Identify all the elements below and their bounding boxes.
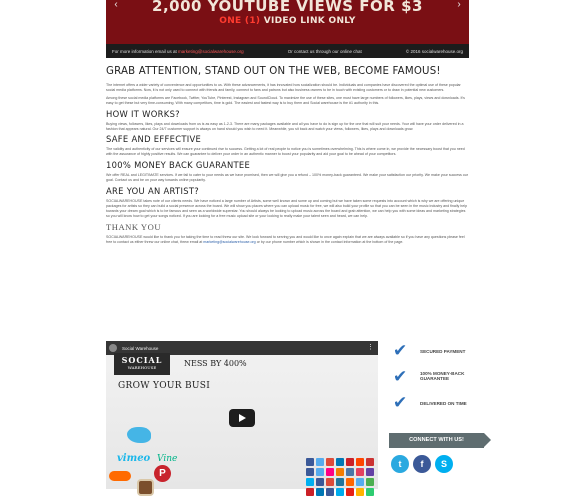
share-icon[interactable] — [326, 478, 334, 486]
share-icon[interactable] — [316, 458, 324, 466]
share-icon[interactable] — [336, 478, 344, 486]
safe-effective-heading: SAFE AND EFFECTIVE — [106, 134, 202, 145]
share-icon[interactable] — [366, 458, 374, 466]
channel-avatar[interactable] — [109, 344, 117, 352]
banner-subtitle-highlight: ONE (1) — [219, 16, 261, 26]
intro-paragraph-1: The internet offers a wider variety of convenience and opportunities to us. With these advancements, it has innovated how socialization should be. Individuals and companies have discovered the optimal use of these popular social media platforms. Now, it is not only used to connect with friends and family, connect to fans and patrons but also business owners to be in touch with existing customers or to draw in potential new customers. — [106, 83, 461, 92]
how-it-works-heading: HOW IT WORKS? — [106, 108, 180, 119]
share-icon[interactable] — [366, 468, 374, 476]
share-icon[interactable] — [306, 478, 314, 486]
checkmark-icon: ✔ — [393, 393, 408, 412]
share-icon[interactable] — [356, 488, 364, 496]
share-icon[interactable] — [346, 458, 354, 466]
connect-icons — [391, 455, 471, 475]
facebook-icon[interactable]: f — [413, 455, 431, 473]
video-arc-text: NESS BY 400% — [184, 359, 247, 368]
video-grow-text: GROW YOUR BUSI — [118, 381, 211, 391]
twitter-bird-icon — [127, 427, 151, 443]
thank-you-email-link[interactable]: marketing@socialwarehouse.org — [203, 239, 256, 244]
checkmark-icon: ✔ — [393, 367, 408, 386]
share-icon[interactable] — [326, 488, 334, 496]
twitter-icon[interactable]: t — [391, 455, 409, 473]
guarantee-list — [390, 341, 480, 419]
checkmark-icon: ✔ — [393, 341, 408, 360]
share-icon[interactable] — [316, 478, 324, 486]
thank-you-text: SOCIALWAREHOUSE would like to thank you for taking the time to read threw our site. We look forward to serving you and would like to once again explain that we are always available so if you have any questions please feel free to contact us either threw our online chat, threw email at — [106, 234, 465, 244]
share-icon[interactable] — [306, 488, 314, 496]
vimeo-logo: vimeo — [117, 453, 151, 464]
share-icon[interactable] — [326, 468, 334, 476]
play-button[interactable] — [229, 409, 255, 427]
thank-you-heading: THANK YOU — [106, 221, 162, 232]
vine-logo: Vine — [157, 454, 178, 464]
share-icon[interactable] — [326, 458, 334, 466]
share-icon[interactable] — [346, 478, 354, 486]
share-icon[interactable] — [366, 478, 374, 486]
pinterest-icon: P — [154, 465, 171, 482]
banner-info-text: For more information email us at — [112, 48, 177, 54]
banner-subtitle-rest: VIDEO LINK ONLY — [263, 16, 356, 26]
share-icon[interactable] — [316, 468, 324, 476]
page-headline: GRAB ATTENTION, STAND OUT ON THE WEB, BECOME FAMOUS! — [106, 66, 441, 77]
share-icon[interactable] — [336, 488, 344, 496]
guarantee-item — [390, 341, 480, 367]
banner-title: 2,000 YOUTUBE VIEWS FOR $3 — [152, 0, 423, 15]
more-options-icon[interactable]: ⋮ — [367, 344, 374, 351]
banner-info-strip — [106, 44, 469, 58]
logo-text: SOCIAL — [121, 355, 163, 365]
guarantee-item — [390, 393, 480, 419]
share-icon[interactable] — [306, 468, 314, 476]
guarantee-item — [390, 367, 480, 393]
chevron-left-icon[interactable]: ‹ — [114, 0, 118, 10]
share-icon-grid — [306, 458, 376, 496]
connect-with-us-banner: CONNECT WITH US! — [389, 433, 484, 448]
share-icon[interactable] — [356, 458, 364, 466]
intro-paragraph-2: Among these social media platforms are Facebook, Twitter, YouTube, Pinterest, Instagram and SoundCloud. To maximize the use of these sites, one must have large numbers of followers, likes, plays, views and downloads. It's easy to get these but very time-consuming. With many competitors, time is gold. The easiest and fastest way is to buy them and Social warehouse is the #1 authority in this. — [106, 95, 465, 105]
logo-subtext: WAREHOUSE — [127, 365, 157, 370]
money-back-heading: 100% MONEY BACK GUARANTEE — [106, 160, 251, 171]
main-content — [106, 66, 469, 248]
thank-you-paragraph — [106, 235, 469, 245]
share-icon[interactable] — [336, 468, 344, 476]
banner-email-link[interactable]: marketing@socialwarehouse.org — [178, 48, 244, 54]
artist-paragraph: SOCIALWAREHOUSE takes note of our clients needs. We have noticed a large number of Artists, some well known and some up and coming but we have taken some requests into account which is why we are offering unique packages for artists so they can build a social presence across the board. We will show you places where you can upload music for free, we will also build your profile so that you can be seen in the music industry and finally help towards your dream goal which is to be famous and seen as a worldwide superstar. You should always be looking to upload music across the board and grab attention, we can help you with some ideas and marketing strategies so you will know how to get your songs noticed. If you are looking for a free music upload site or your looking to really make your talent seen and heard, we can help. — [106, 199, 468, 218]
share-icon[interactable] — [316, 488, 324, 496]
share-icon[interactable] — [346, 468, 354, 476]
banner-subtitle — [106, 16, 469, 26]
banner-email-line — [112, 49, 244, 54]
share-icon[interactable] — [356, 468, 364, 476]
how-it-works-paragraph: Buying views, followers, likes, plays and downloads from us is as easy as 1-2-3. There are many packages available and all you have to do is sign up for the one that will suit your needs. Your will have your order delivered in a fashion that appears natural. Our 24/7 customer support is always on hand should you wish to need it. Meanwhile, you sit back and watch your views, followers, likes, plays and downloads grow. — [106, 121, 464, 131]
guarantee-label: DELIVERED ON TIME — [420, 401, 467, 406]
safe-effective-paragraph: The validity and authenticity of our services will ensure your continued rise to success. Getting a lot of real people to notice you is sometimes overwhelming. This is where come in, we provide the necessary boost that you need with the assurance of highly positive results. We can guarantee to deliver your order in an authentic manner to boost your popularity and aid your goal to be ahead of your competitors. — [106, 147, 465, 157]
artist-heading: ARE YOU AN ARTIST? — [106, 186, 200, 197]
banner-copyright: © 2016 socialwarehouse.org — [405, 48, 463, 54]
guarantee-label: 100% MONEY-BACK GUARANTEE — [420, 371, 465, 381]
video-title[interactable]: Social Warehouse — [122, 345, 159, 351]
social-warehouse-logo — [114, 353, 170, 375]
share-icon[interactable] — [346, 488, 354, 496]
social-collage — [105, 427, 185, 500]
skype-icon[interactable]: S — [435, 455, 453, 473]
share-icon[interactable] — [336, 458, 344, 466]
soundcloud-icon — [109, 471, 131, 481]
thank-you-text-end: or by our phone number which is shown in the contact information at the bottom of the page. — [256, 239, 404, 244]
banner-chat-text: Or contact us through our online chat — [287, 48, 362, 54]
money-back-paragraph: We offer REAL and LEGITIMATE services. If we fail to cater to your needs as we have promised, then we will give you a refund – 100% money-back guaranteed. We make your satisfaction our priority. We make your success our goal. Contact us and be on your way towards online popularity. — [106, 173, 469, 183]
guarantee-label: SECURED PAYMENT — [420, 349, 466, 354]
share-icon[interactable] — [306, 458, 314, 466]
chevron-right-icon[interactable]: › — [457, 0, 461, 10]
share-icon[interactable] — [356, 478, 364, 486]
promo-banner[interactable] — [106, 0, 469, 58]
instagram-icon — [137, 479, 154, 496]
share-icon[interactable] — [366, 488, 374, 496]
